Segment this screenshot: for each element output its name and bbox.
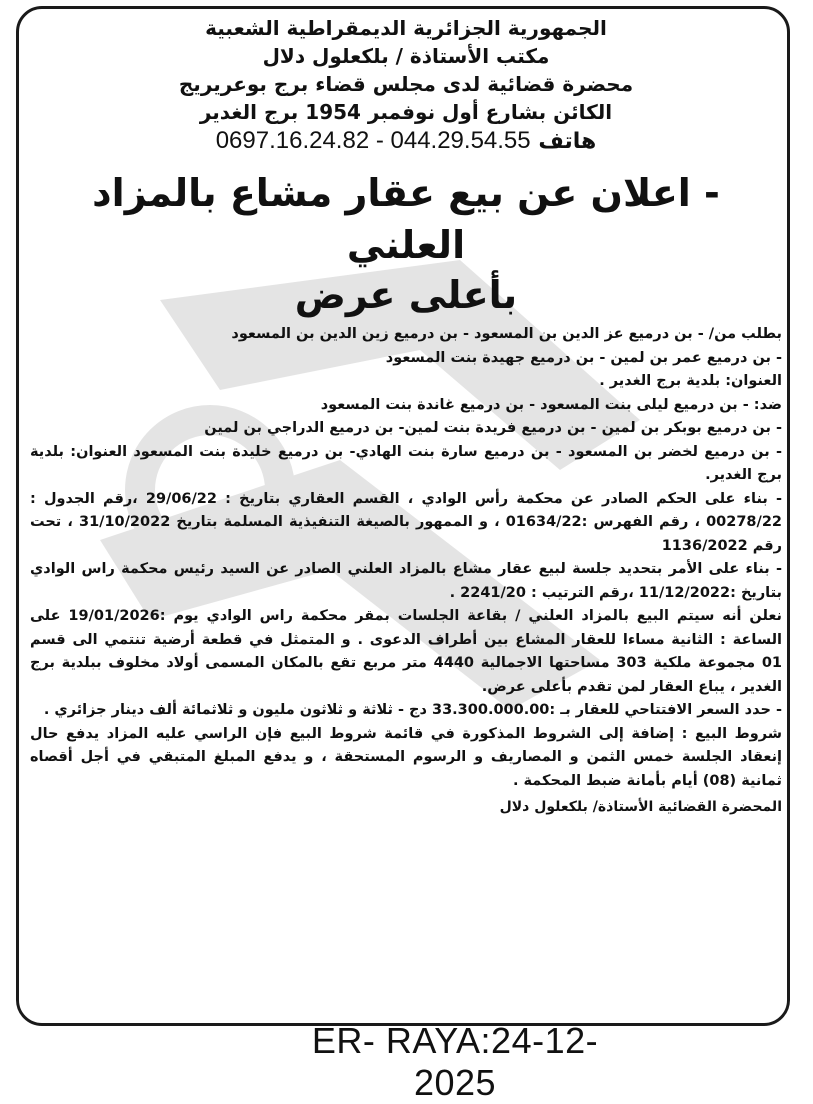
opening-price: - حدد السعر الافتتاحي للعقار بـ :33.300.000.00 دج - ثلاثة و ثلاثون مليون و ثلاثمائة ألف دينار جزائري . [43, 702, 782, 718]
judgment-paragraph: - بناء على الحكم الصادر عن محكمة رأس الوادي ، القسم العقاري بتاريخ : 29/06/22 ،رقم الجدول : 00278/22 ، رقم الفهرس :01634/22 ، و الممهور بالصيغة التنفيذية المسلمة بتاريخ 31/10/2022 ، تحت رقم 1136/2022 [30, 490, 782, 554]
header-phone [30, 126, 782, 157]
header-office: مكتب الأستاذة / بلكعلول دلال [262, 44, 550, 68]
sale-conditions: شروط البيع : إضافة إلى الشروط المذكورة في قائمة شروط البيع فإن الراسي عليه المزاد يدفع حال إنعقاد الجلسة خمس الثمن و المصاريف و الرسوم المستحقة ، و يدفع المبلغ المتبقي في أجل أقصاه ثمانية (08) أيام بأمانة ضبط المحكمة . [30, 725, 782, 789]
header-republic: الجمهورية الجزائرية الديمقراطية الشعبية [205, 16, 607, 40]
phone-label: هاتف [538, 129, 597, 154]
requesters-address: العنوان: بلدية برج الغدير . [599, 373, 782, 389]
phone-numbers: 0697.16.24.82 - 044.29.54.55 [215, 127, 531, 154]
header-address: الكائن بشارع أول نوفمبر 1954 برج الغدير [199, 100, 613, 124]
newspaper-footer: ER- RAYA:24-12-2025 [311, 1020, 599, 1103]
notice-title: - اعلان عن بيع عقار مشاع بالمزاد العلني [92, 171, 720, 267]
header-court: محضرة قضائية لدى مجلس قضاء برج بوعريريج [178, 72, 634, 96]
legal-notice [30, 14, 782, 1014]
requesters-line: بطلب من/ - بن درميع عز الدين بن المسعود - بن درميع زين الدين بن المسعود [231, 326, 782, 342]
signature: المحضرة القضائية الأستاذة/ بلكعلول دلال [499, 799, 782, 815]
order-paragraph: - بناء على الأمر بتحديد جلسة لبيع عقار مشاع بالمزاد العلني الصادر عن السيد رئيس محكمة راس الوادي بتاريخ :11/12/2022 ،رقم الترتيب : 2241/20 . [30, 561, 782, 601]
sale-announcement: نعلن أنه سيتم البيع بالمزاد العلني / بقاعة الجلسات بمقر محكمة راس الوادي يوم :19/01/2026 على الساعة : الثانية مساءا للعقار المشاع بين أطراف الدعوى . و المتمثل في قطعة أرضية تنتمي الى قسم 01 مجموعة ملكية 303 مساحتها الاجمالية 4440 متر مربع تقع بالمكان المسمى أولاد مخلوف ببلدية برج الغدير ، يباع العقار لمن تقدم بأعلى عرض. [30, 608, 783, 695]
requesters-line-2: - بن درميع عمر بن لمين - بن درميع جهيدة بنت المسعود [385, 349, 782, 366]
notice-subtitle: بأعلى عرض [294, 273, 518, 317]
defendants-line-2: - بن درميع بوبكر بن لمين - بن درميع فريدة بنت لمين- بن درميع الدراجي بن لمين [204, 420, 782, 436]
defendants-line-3: - بن درميع لخضر بن المسعود - بن درميع سارة بنت الهادي- بن درميع خليدة بنت المسعود العنوان: بلدية برج الغدير. [30, 443, 782, 483]
defendants-line: ضد: - بن درميع ليلى بنت المسعود - بن درميع غاندة بنت المسعود [320, 396, 782, 413]
